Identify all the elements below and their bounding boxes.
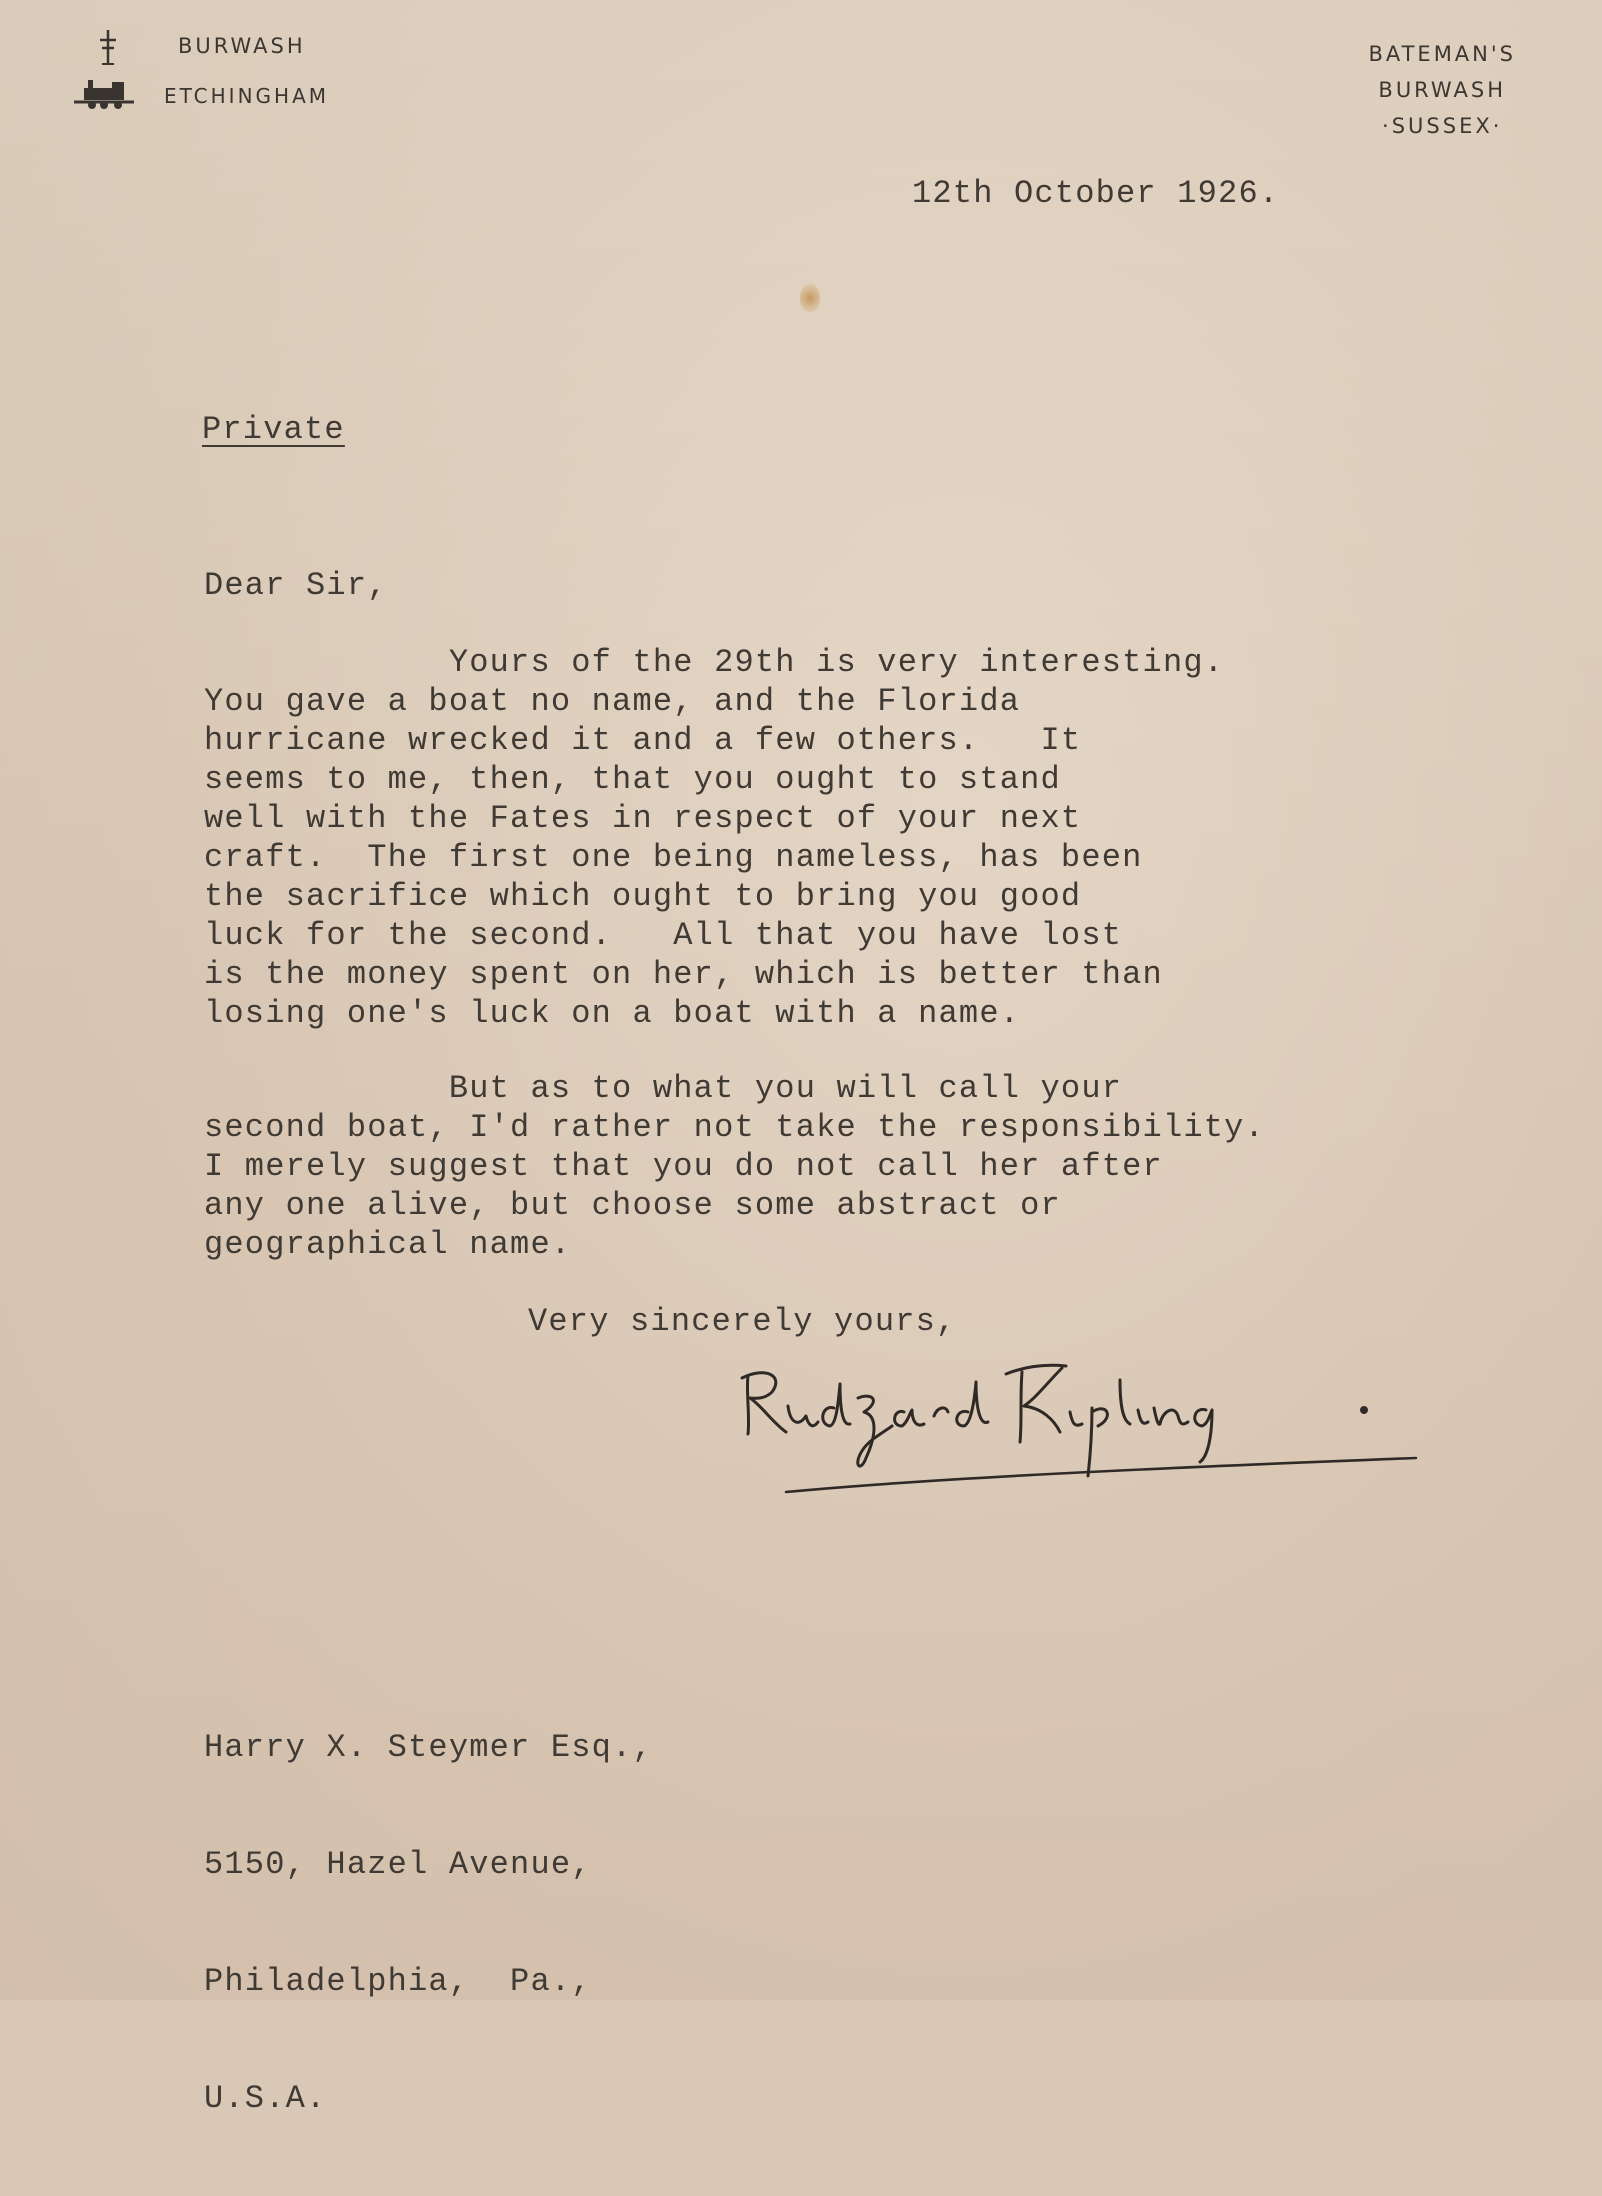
recipient-city: Philadelphia, Pa., [204,1963,592,2000]
railway-engine-icon [72,76,136,117]
letter-date: 12th October 1926. [912,175,1280,212]
recipient-country: U.S.A. [204,2080,327,2117]
body-paragraph-2: But as to what you will call your second boat, I'd rather not take the responsibility. I merely suggest that you do not call her after any one alive, but choose some abstract or geographical name. [204,1070,1265,1263]
paper-stain [800,284,820,312]
address-line-county: ·SUSSEX· [1382,114,1503,138]
handwritten-signature [736,1346,1436,1506]
telegraph-cross-icon [96,28,120,73]
address-line-house: BATEMAN'S [1368,42,1516,66]
closing: Very sincerely yours, [528,1303,957,1340]
recipient-name: Harry X. Steymer Esq., [204,1729,653,1766]
private-marking: Private [202,411,345,448]
letterhead-telegraph-station: BURWASH [178,34,306,58]
address-line-village: BURWASH [1378,78,1507,102]
body-paragraph-1: Yours of the 29th is very interesting. You gave a boat no name, and the Florida hurricane wrecked it and a few others. It seems to me, then, that you ought to stand well with the Fates in respect of your next craft. The first one being nameless, has been the sacrifice which ought to bring you good luck for the second. All that you have lost is the money spent on her, which is better than losing one's luck on a boat with a name. [204,644,1225,1032]
letterhead-railway-station: ETCHINGHAM [164,84,330,108]
recipient-street: 5150, Hazel Avenue, [204,1846,592,1883]
salutation: Dear Sir, [204,567,388,604]
recipient-address [204,1650,653,2196]
letterhead-address [1368,36,1516,144]
